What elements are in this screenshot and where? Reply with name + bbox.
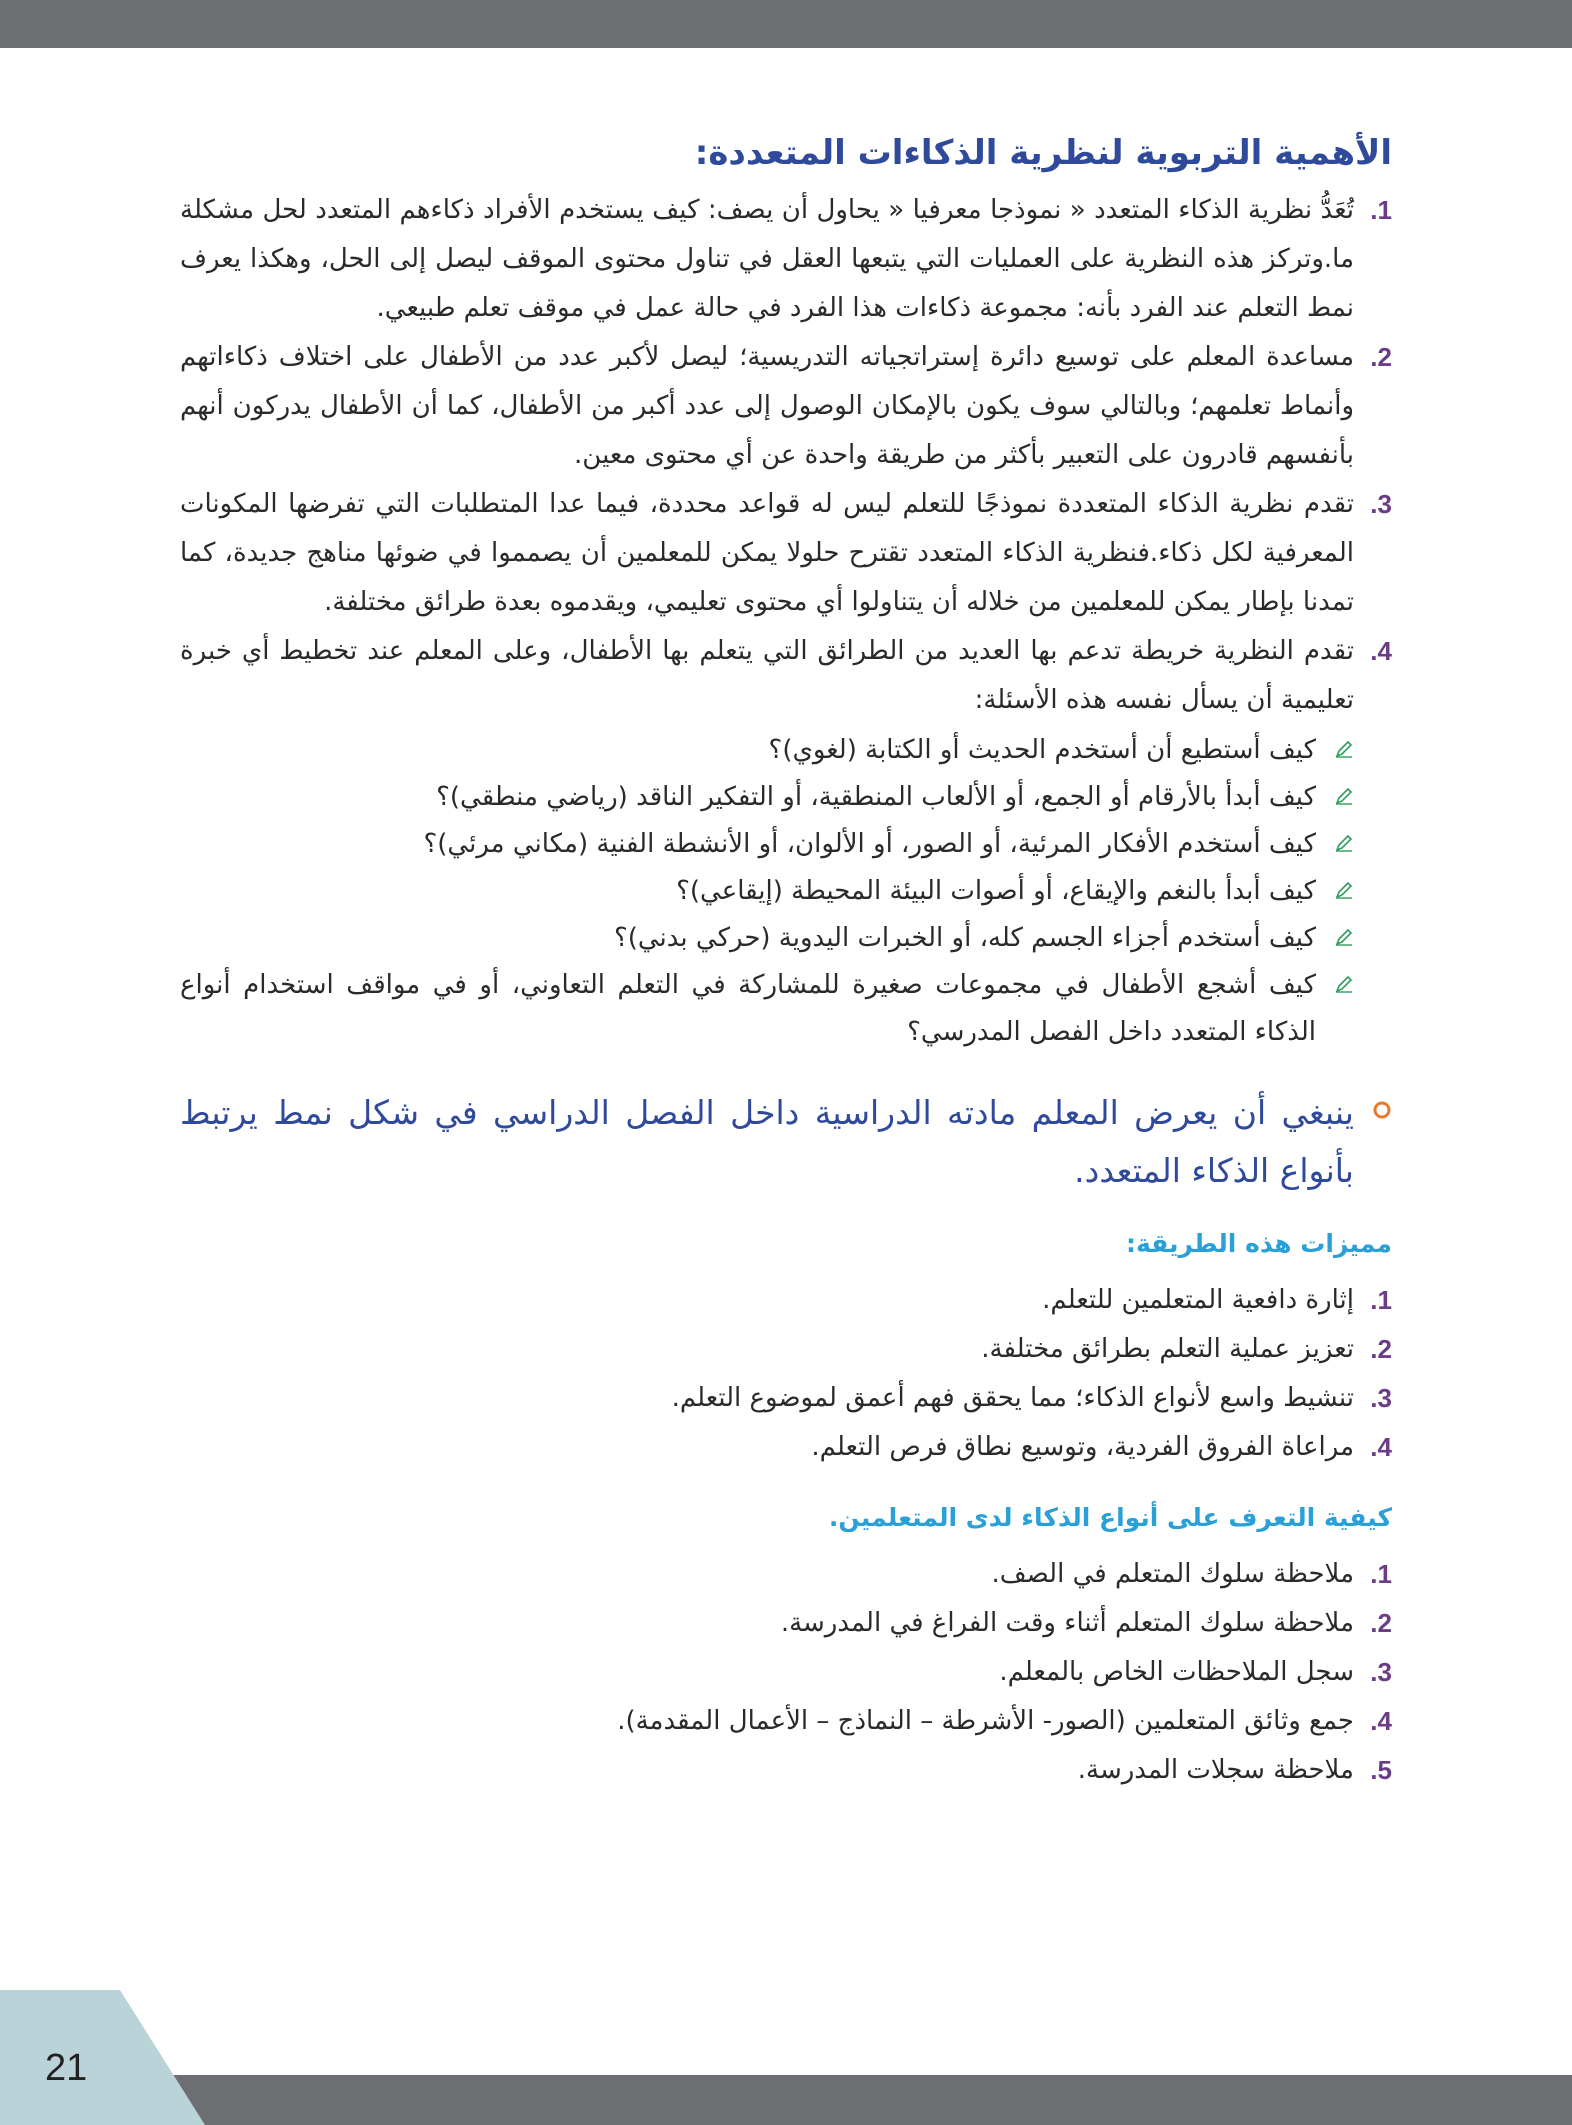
question-text: كيف أبدأ بالأرقام أو الجمع، أو الألعاب المنطقية، أو التفكير الناقد (رياضي منطقي)؟ [436,782,1316,812]
pencil-icon [1334,974,1354,994]
question-item [180,727,1354,774]
question-item [180,774,1354,821]
top-header-bar [0,0,1572,48]
list-item [180,1599,1392,1648]
item-number: 2. [1370,1334,1392,1364]
item-text: ملاحظة سجلات المدرسة. [1077,1755,1354,1785]
item-text: تقدم النظرية خريطة تدعم بها العديد من الطرائق التي يتعلم بها الأطفال، وعلى المعلم عند تخطيط أي خبرة تعليمية أن يسأل نفسه هذه الأسئلة: [180,636,1354,715]
bottom-footer-bar [0,2075,1572,2125]
ring-bullet-icon [1372,1100,1392,1120]
item-text: سجل الملاحظات الخاص بالمعلم. [999,1657,1354,1687]
item-number: 3. [1370,1383,1392,1413]
identify-title: كيفية التعرف على أنواع الذكاء لدى المتعلمين. [828,1503,1392,1532]
list-item [180,1648,1392,1697]
item-text: تعزيز عملية التعلم بطرائق مختلفة. [981,1334,1354,1364]
question-item [180,962,1354,1056]
item-number: 2. [1370,342,1392,372]
question-text: كيف أستخدم أجزاء الجسم كله، أو الخبرات اليدوية (حركي بدني)؟ [613,923,1316,953]
list-item [180,333,1392,480]
list-item [180,1276,1392,1325]
item-number: 1. [1370,1285,1392,1315]
list-item [180,1325,1392,1374]
list-item [180,1423,1392,1472]
importance-list [180,186,1392,1056]
item-text: ملاحظة سلوك المتعلم في الصف. [991,1559,1354,1589]
pencil-icon [1334,786,1354,806]
features-title: مميزات هذه الطريقة: [1125,1229,1392,1258]
callout-note [180,1084,1392,1200]
list-item [180,1746,1392,1795]
features-list [180,1276,1392,1472]
pencil-icon [1334,739,1354,759]
item-number: 1. [1370,195,1392,225]
question-text: كيف أشجع الأطفال في مجموعات صغيرة للمشاركة في التعلم التعاوني، أو في مواقف استخدام أنواع الذكاء المتعدد داخل الفصل المدرسي؟ [180,970,1316,1047]
item-number: 5. [1370,1755,1392,1785]
list-item [180,1697,1392,1746]
question-list [180,727,1354,1056]
item-text: إثارة دافعية المتعلمين للتعلم. [1042,1285,1354,1315]
item-text: تُعَدُّ نظرية الذكاء المتعدد « نموذجا معرفيا « يحاول أن يصف: كيف يستخدم الأفراد ذكاءهم المتعدد لحل مشكلة ما.وتركز هذه النظرية على العمليات التي يتبعها العقل في تناول محتوى الموقف ليصل إلى الحل، وهكذا يعرف نمط التعلم عند الفرد بأنه: مجموعة ذكاءات هذا الفرد في حالة عمل في موقف تعلم طبيعي. [180,195,1354,323]
item-text: ملاحظة سلوك المتعلم أثناء وقت الفراغ في المدرسة. [780,1608,1354,1638]
list-item [180,186,1392,333]
list-item [180,480,1392,627]
question-item [180,915,1354,962]
question-text: كيف أستخدم الأفكار المرئية، أو الصور، أو الألوان، أو الأنشطة الفنية (مكاني مرئي)؟ [423,829,1316,859]
item-number: 4. [1370,1432,1392,1462]
list-item [180,1550,1392,1599]
item-text: مساعدة المعلم على توسيع دائرة إستراتجياته التدريسية؛ ليصل لأكبر عدد من الأطفال على اختلاف ذكاءاتهم وأنماط تعلمهم؛ وبالتالي سوف يكون بالإمكان الوصول إلى عدد أكبر من الأطفال، كما أن الأطفال يدركون أنهم بأنفسهم قادرون على التعبير بأكثر من طريقة واحدة عن أي محتوى معين. [180,342,1354,470]
item-number: 3. [1370,489,1392,519]
item-number: 1. [1370,1559,1392,1589]
pencil-icon [1334,880,1354,900]
item-number: 2. [1370,1608,1392,1638]
question-item [180,821,1354,868]
item-text: مراعاة الفروق الفردية، وتوسيع نطاق فرص التعلم. [811,1432,1354,1462]
page-number-tab [0,1990,205,2125]
list-item [180,627,1392,1056]
item-text: تقدم نظرية الذكاء المتعددة نموذجًا للتعلم ليس له قواعد محددة، فيما عدا المتطلبات التي تفرضها المكونات المعرفية لكل ذكاء.فنظرية الذكاء المتعدد تقترح حلولا يمكن للمعلمين أن يصمموا في ضوئها مناهج جديدة، كما تمدنا بإطار يمكن للمعلمين من خلاله أن يتناولوا أي محتوى تعليمي، ويقدموه بعدة طرائق مختلفة. [180,489,1354,617]
item-number: 4. [1370,636,1392,666]
item-text: جمع وثائق المتعلمين (الصور- الأشرطة – النماذج – الأعمال المقدمة). [617,1706,1354,1736]
question-item [180,868,1354,915]
item-text: تنشيط واسع لأنواع الذكاء؛ مما يحقق فهم أعمق لموضوع التعلم. [671,1383,1354,1413]
item-number: 3. [1370,1657,1392,1687]
pencil-icon [1334,833,1354,853]
callout-text: ينبغي أن يعرض المعلم مادته الدراسية داخل الفصل الدراسي في شكل نمط يرتبط بأنواع الذكاء المتعدد. [180,1093,1354,1190]
list-item [180,1374,1392,1423]
page-number: 21 [45,2047,88,2089]
item-number: 4. [1370,1706,1392,1736]
question-text: كيف أستطيع أن أستخدم الحديث أو الكتابة (لغوي)؟ [768,735,1316,765]
question-text: كيف أبدأ بالنغم والإيقاع، أو أصوات البيئة المحيطة (إيقاعي)؟ [676,876,1316,906]
identify-list [180,1550,1392,1795]
section-title: الأهمية التربوية لنظرية الذكاءات المتعددة: [694,133,1392,173]
page-content [180,128,1392,1795]
pencil-icon [1334,927,1354,947]
